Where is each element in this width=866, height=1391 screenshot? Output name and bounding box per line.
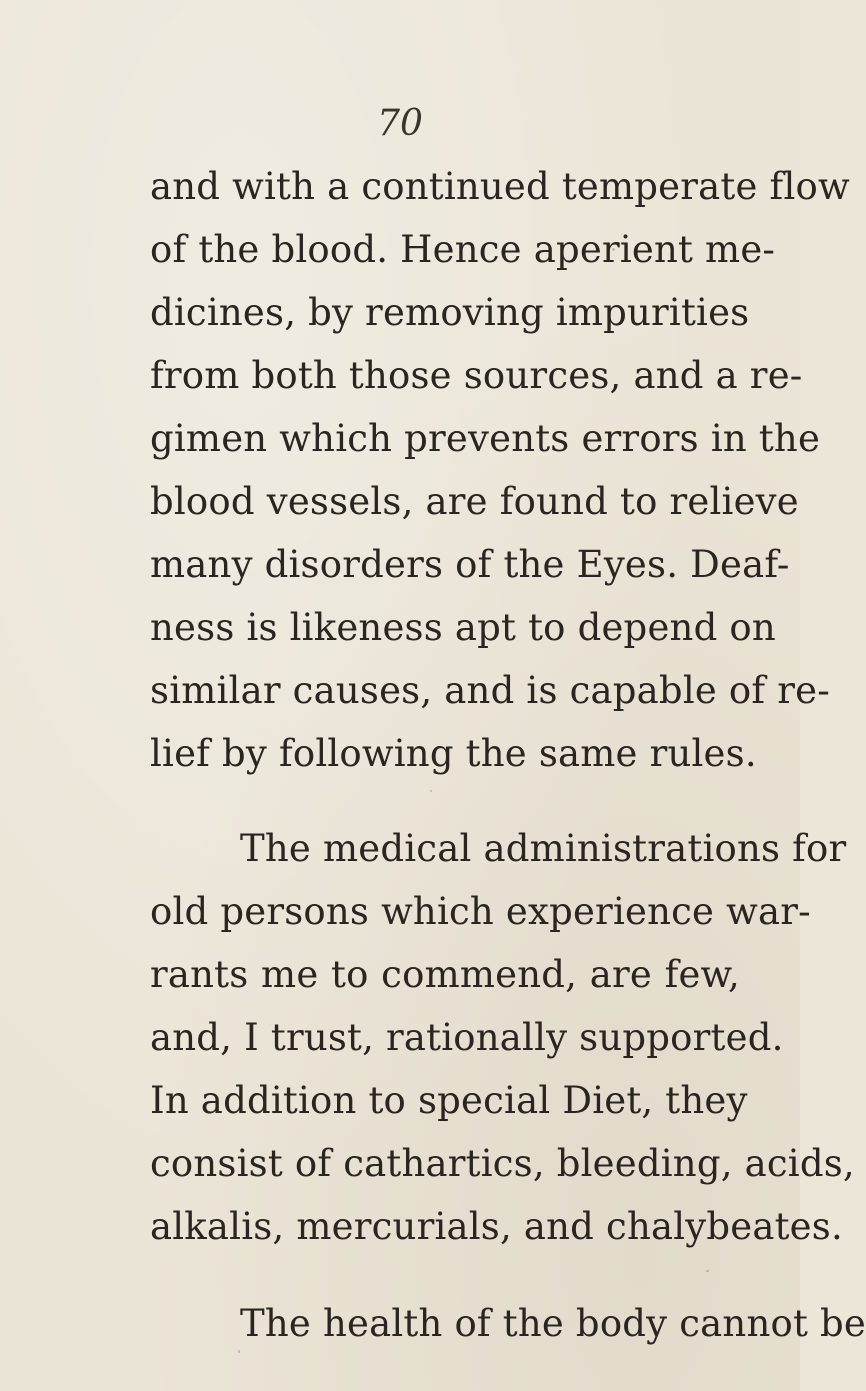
text-line: similar causes, and is capable of re- <box>150 669 830 712</box>
text-line: and, I trust, rationally supported. <box>150 1016 784 1059</box>
paper-speck <box>238 1350 240 1353</box>
text-line: In addition to special Diet, they <box>150 1079 748 1122</box>
text-line: lief by following the same rules. <box>150 732 757 775</box>
text-line: ness is likeness apt to depend on <box>150 606 776 649</box>
page-number: 70 <box>377 103 423 144</box>
text-line: rants me to commend, are few, <box>150 953 740 996</box>
text-line: alkalis, mercurials, and chalybeates. <box>150 1205 843 1248</box>
text-line: many disorders of the Eyes. Deaf- <box>150 543 790 586</box>
text-line: consist of cathartics, bleeding, acids, <box>150 1142 855 1185</box>
text-line: The health of the body cannot be <box>240 1302 866 1345</box>
text-line: from both those sources, and a re- <box>150 354 803 397</box>
text-line: blood vessels, are found to relieve <box>150 480 799 523</box>
paper-speck <box>612 248 615 251</box>
text-line: old persons which experience war- <box>150 890 811 933</box>
text-line: The medical administrations for <box>240 827 847 870</box>
paper-speck <box>706 1270 709 1272</box>
text-line: gimen which prevents errors in the <box>150 417 821 460</box>
text-line: dicines, by removing impurities <box>150 291 750 334</box>
text-line: of the blood. Hence aperient me- <box>150 228 776 271</box>
paper-speck <box>430 790 432 792</box>
text-line: and with a continued temperate flow <box>150 165 850 208</box>
